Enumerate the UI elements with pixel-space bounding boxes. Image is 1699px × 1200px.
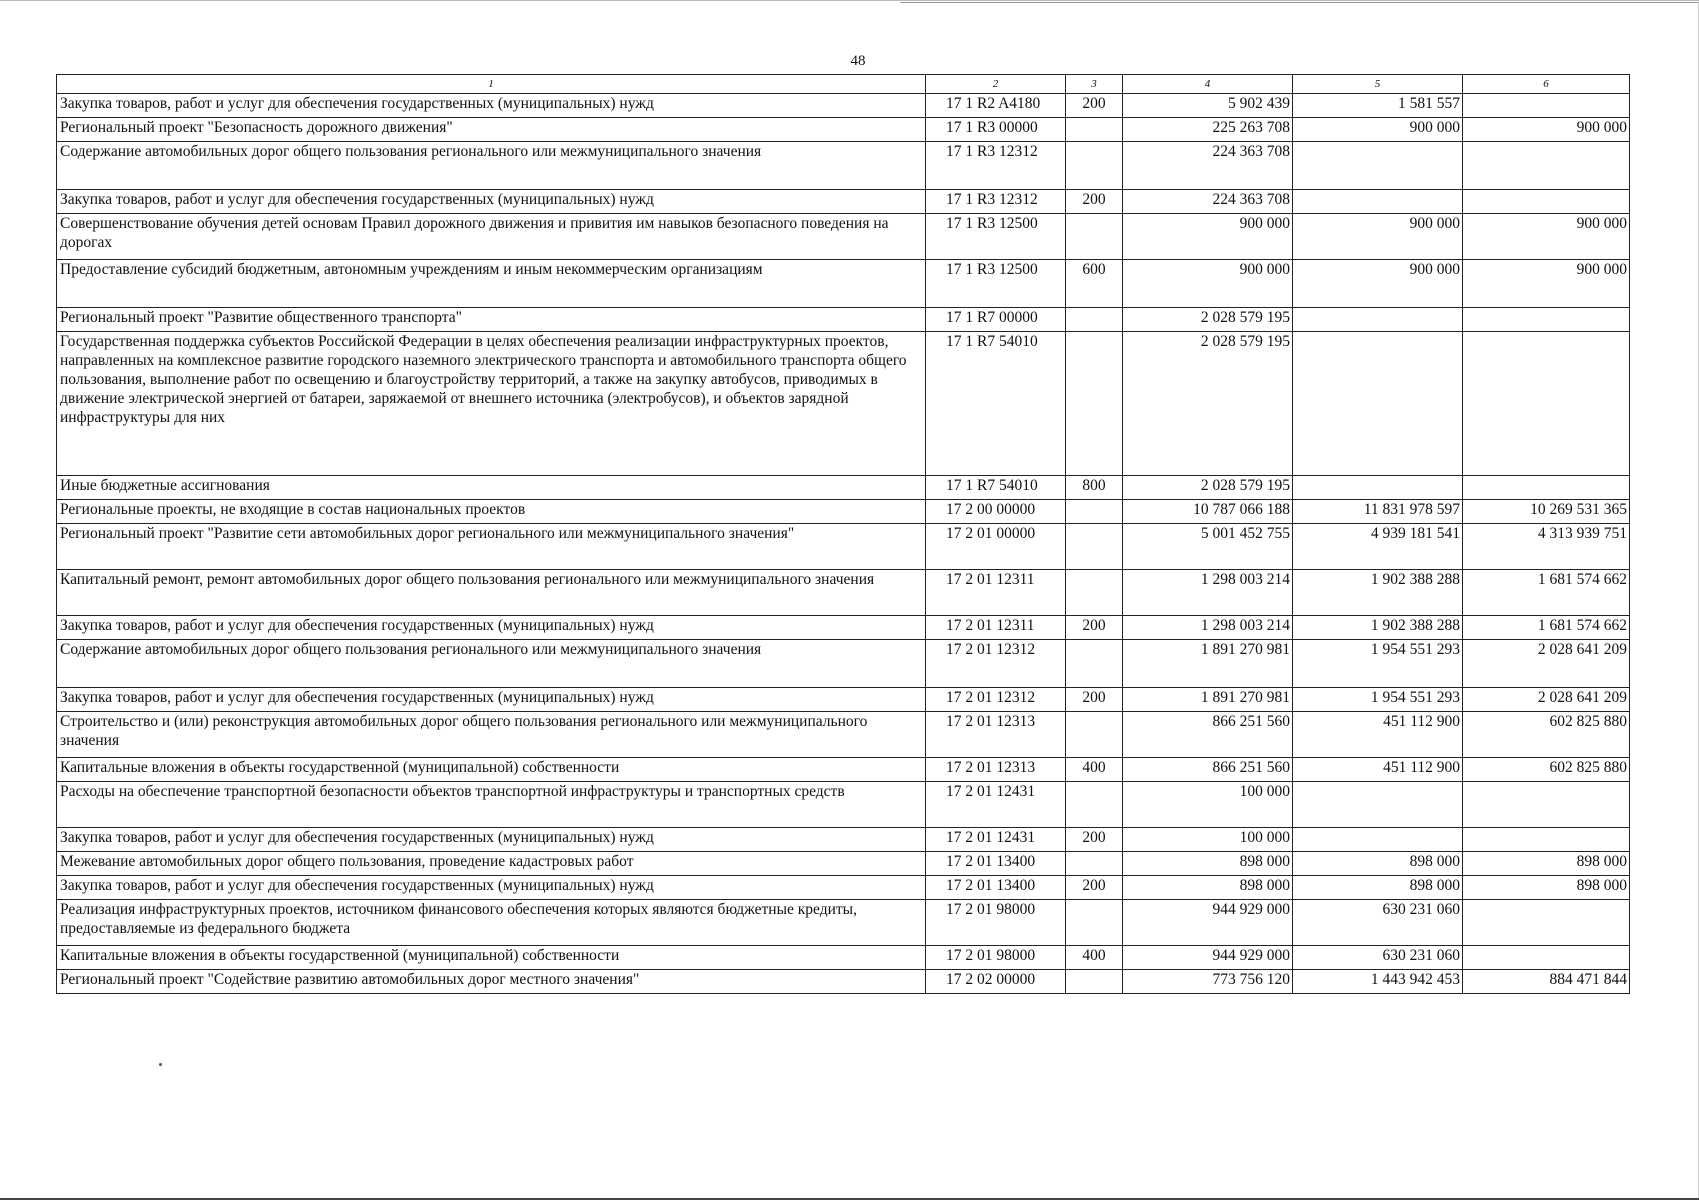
row-name-cell: Закупка товаров, работ и услуг для обеспечения государственных (муниципальных) нужд: [57, 616, 926, 640]
row-amount-col6-cell: 898 000: [1463, 876, 1630, 900]
row-amount-col4-cell: 225 263 708: [1123, 118, 1293, 142]
row-expense-type-cell: 200: [1066, 190, 1123, 214]
row-amount-col6-cell: 602 825 880: [1463, 712, 1630, 758]
table-row: [57, 476, 1630, 500]
row-expense-type-cell: [1066, 118, 1123, 142]
budget-table: [56, 74, 1630, 994]
row-amount-col6-cell: 1 681 574 662: [1463, 616, 1630, 640]
row-name-cell: Закупка товаров, работ и услуг для обеспечения государственных (муниципальных) нужд: [57, 688, 926, 712]
table-row: [57, 900, 1630, 946]
row-amount-col6-cell: [1463, 782, 1630, 828]
table-row: [57, 712, 1630, 758]
row-expense-type-cell: [1066, 640, 1123, 688]
row-name-cell: Региональный проект "Развитие сети автомобильных дорог регионального или межмуниципального значения": [57, 524, 926, 570]
row-expense-type-cell: [1066, 308, 1123, 332]
row-amount-col5-cell: [1293, 828, 1463, 852]
row-name-cell: Межевание автомобильных дорог общего пользования, проведение кадастровых работ: [57, 852, 926, 876]
header-col-6: 6: [1463, 75, 1630, 94]
row-name-cell: Региональный проект "Развитие общественного транспорта": [57, 308, 926, 332]
row-name-cell: Предоставление субсидий бюджетным, автономным учреждениям и иным некоммерческим организациям: [57, 260, 926, 308]
row-expense-type-cell: 400: [1066, 946, 1123, 970]
row-amount-col5-cell: 900 000: [1293, 118, 1463, 142]
row-name-cell: Региональный проект "Содействие развитию автомобильных дорог местного значения": [57, 970, 926, 994]
row-code-cell: 17 2 01 00000: [926, 524, 1066, 570]
row-amount-col4-cell: 1 298 003 214: [1123, 570, 1293, 616]
row-amount-col4-cell: 10 787 066 188: [1123, 500, 1293, 524]
row-code-cell: 17 2 01 12313: [926, 758, 1066, 782]
header-col-4: 4: [1123, 75, 1293, 94]
row-name-cell: Расходы на обеспечение транспортной безопасности объектов транспортной инфраструктуры и транспортных средств: [57, 782, 926, 828]
row-amount-col6-cell: 1 681 574 662: [1463, 570, 1630, 616]
row-name-cell: Строительство и (или) реконструкция автомобильных дорог общего пользования регионального или межмуниципального значения: [57, 712, 926, 758]
row-expense-type-cell: 200: [1066, 876, 1123, 900]
row-amount-col6-cell: 900 000: [1463, 214, 1630, 260]
row-name-cell: Содержание автомобильных дорог общего пользования регионального или межмуниципального значения: [57, 142, 926, 190]
row-name-cell: Закупка товаров, работ и услуг для обеспечения государственных (муниципальных) нужд: [57, 828, 926, 852]
row-expense-type-cell: 200: [1066, 94, 1123, 118]
table-row: [57, 332, 1630, 476]
row-amount-col6-cell: [1463, 94, 1630, 118]
row-expense-type-cell: 800: [1066, 476, 1123, 500]
row-amount-col6-cell: [1463, 828, 1630, 852]
row-name-cell: Реализация инфраструктурных проектов, источником финансового обеспечения которых являются бюджетные кредиты, предоставляемые из федерального бюджета: [57, 900, 926, 946]
row-expense-type-cell: 200: [1066, 688, 1123, 712]
row-name-cell: Закупка товаров, работ и услуг для обеспечения государственных (муниципальных) нужд: [57, 94, 926, 118]
row-amount-col6-cell: 898 000: [1463, 852, 1630, 876]
row-code-cell: 17 2 01 12311: [926, 570, 1066, 616]
header-col-2: 2: [926, 75, 1066, 94]
row-amount-col6-cell: 2 028 641 209: [1463, 640, 1630, 688]
row-code-cell: 17 1 R7 54010: [926, 476, 1066, 500]
row-code-cell: 17 2 01 12313: [926, 712, 1066, 758]
row-code-cell: 17 2 01 13400: [926, 852, 1066, 876]
row-amount-col6-cell: [1463, 332, 1630, 476]
row-amount-col6-cell: [1463, 476, 1630, 500]
row-amount-col4-cell: 1 891 270 981: [1123, 688, 1293, 712]
row-amount-col5-cell: 451 112 900: [1293, 712, 1463, 758]
row-code-cell: 17 2 01 13400: [926, 876, 1066, 900]
row-amount-col6-cell: 4 313 939 751: [1463, 524, 1630, 570]
table-row: [57, 142, 1630, 190]
row-code-cell: 17 2 01 98000: [926, 900, 1066, 946]
table-row: [57, 640, 1630, 688]
row-expense-type-cell: [1066, 214, 1123, 260]
row-expense-type-cell: 200: [1066, 828, 1123, 852]
row-code-cell: 17 1 R7 54010: [926, 332, 1066, 476]
row-amount-col6-cell: [1463, 142, 1630, 190]
row-amount-col5-cell: 900 000: [1293, 260, 1463, 308]
row-name-cell: Региональные проекты, не входящие в состав национальных проектов: [57, 500, 926, 524]
row-amount-col5-cell: 900 000: [1293, 214, 1463, 260]
table-row: [57, 688, 1630, 712]
row-expense-type-cell: [1066, 852, 1123, 876]
table-row: [57, 500, 1630, 524]
scan-edge-top: [0, 0, 1699, 1]
row-code-cell: 17 1 R3 12312: [926, 190, 1066, 214]
table-row: [57, 118, 1630, 142]
row-amount-col4-cell: 944 929 000: [1123, 946, 1293, 970]
row-amount-col4-cell: 944 929 000: [1123, 900, 1293, 946]
row-amount-col5-cell: 1 954 551 293: [1293, 640, 1463, 688]
row-amount-col5-cell: 4 939 181 541: [1293, 524, 1463, 570]
row-code-cell: 17 2 01 12311: [926, 616, 1066, 640]
row-amount-col4-cell: 224 363 708: [1123, 142, 1293, 190]
row-amount-col4-cell: 773 756 120: [1123, 970, 1293, 994]
row-code-cell: 17 1 R3 00000: [926, 118, 1066, 142]
header-col-5: 5: [1293, 75, 1463, 94]
row-amount-col4-cell: 2 028 579 195: [1123, 308, 1293, 332]
row-expense-type-cell: [1066, 332, 1123, 476]
row-amount-col6-cell: [1463, 946, 1630, 970]
row-expense-type-cell: [1066, 782, 1123, 828]
table-row: [57, 876, 1630, 900]
row-expense-type-cell: [1066, 712, 1123, 758]
row-expense-type-cell: [1066, 570, 1123, 616]
table-row: [57, 524, 1630, 570]
row-expense-type-cell: 600: [1066, 260, 1123, 308]
row-name-cell: Государственная поддержка субъектов Российской Федерации в целях обеспечения реализации инфраструктурных проектов, направленных на комплексное развитие городского наземного электрического транспорта и автомобильного транспорта общего пользования, выполнение работ по освещению и благоустройству территорий, а также на закупку автобусов, приводимых в движение электрической энергией от батареи, заряжаемой от внешнего источника (электробусов), и объектов зарядной инфраструктуры для них: [57, 332, 926, 476]
table-row: [57, 970, 1630, 994]
row-code-cell: 17 2 01 12312: [926, 640, 1066, 688]
row-amount-col4-cell: 900 000: [1123, 214, 1293, 260]
table-row: [57, 94, 1630, 118]
row-name-cell: Капитальные вложения в объекты государственной (муниципальной) собственности: [57, 946, 926, 970]
row-code-cell: 17 1 R3 12312: [926, 142, 1066, 190]
scan-speck: [159, 1063, 162, 1066]
row-amount-col6-cell: 884 471 844: [1463, 970, 1630, 994]
row-code-cell: 17 2 01 12431: [926, 828, 1066, 852]
row-amount-col5-cell: 898 000: [1293, 852, 1463, 876]
row-amount-col5-cell: [1293, 476, 1463, 500]
scan-edge-line: [900, 2, 1699, 3]
row-amount-col4-cell: 2 028 579 195: [1123, 332, 1293, 476]
row-amount-col6-cell: 602 825 880: [1463, 758, 1630, 782]
row-amount-col6-cell: 900 000: [1463, 118, 1630, 142]
row-amount-col5-cell: 1 954 551 293: [1293, 688, 1463, 712]
row-amount-col6-cell: 900 000: [1463, 260, 1630, 308]
row-name-cell: Иные бюджетные ассигнования: [57, 476, 926, 500]
row-amount-col4-cell: 898 000: [1123, 876, 1293, 900]
row-amount-col4-cell: 1 298 003 214: [1123, 616, 1293, 640]
table-row: [57, 758, 1630, 782]
row-amount-col5-cell: 1 902 388 288: [1293, 570, 1463, 616]
row-amount-col6-cell: [1463, 308, 1630, 332]
row-code-cell: 17 2 00 00000: [926, 500, 1066, 524]
table-row: [57, 852, 1630, 876]
row-amount-col5-cell: 11 831 978 597: [1293, 500, 1463, 524]
row-code-cell: 17 1 R7 00000: [926, 308, 1066, 332]
table-row: [57, 782, 1630, 828]
table-row: [57, 946, 1630, 970]
row-code-cell: 17 1 R3 12500: [926, 214, 1066, 260]
row-amount-col5-cell: [1293, 190, 1463, 214]
row-code-cell: 17 2 02 00000: [926, 970, 1066, 994]
table-row: [57, 570, 1630, 616]
table-row: [57, 308, 1630, 332]
row-name-cell: Региональный проект "Безопасность дорожного движения": [57, 118, 926, 142]
row-amount-col4-cell: 866 251 560: [1123, 712, 1293, 758]
table-row: [57, 214, 1630, 260]
row-code-cell: 17 1 R3 12500: [926, 260, 1066, 308]
row-name-cell: Закупка товаров, работ и услуг для обеспечения государственных (муниципальных) нужд: [57, 876, 926, 900]
row-name-cell: Капитальный ремонт, ремонт автомобильных дорог общего пользования регионального или межмуниципального значения: [57, 570, 926, 616]
row-amount-col4-cell: 866 251 560: [1123, 758, 1293, 782]
row-code-cell: 17 2 01 12312: [926, 688, 1066, 712]
row-amount-col5-cell: 1 443 942 453: [1293, 970, 1463, 994]
row-amount-col5-cell: 898 000: [1293, 876, 1463, 900]
row-amount-col5-cell: 630 231 060: [1293, 900, 1463, 946]
row-name-cell: Закупка товаров, работ и услуг для обеспечения государственных (муниципальных) нужд: [57, 190, 926, 214]
page-number: 48: [850, 53, 866, 69]
row-amount-col5-cell: [1293, 782, 1463, 828]
header-row: [57, 75, 1630, 94]
row-amount-col4-cell: 100 000: [1123, 828, 1293, 852]
row-amount-col6-cell: [1463, 900, 1630, 946]
row-code-cell: 17 1 R2 A4180: [926, 94, 1066, 118]
row-amount-col4-cell: 224 363 708: [1123, 190, 1293, 214]
row-amount-col4-cell: 898 000: [1123, 852, 1293, 876]
row-amount-col4-cell: 100 000: [1123, 782, 1293, 828]
row-name-cell: Содержание автомобильных дорог общего пользования регионального или межмуниципального значения: [57, 640, 926, 688]
row-amount-col4-cell: 900 000: [1123, 260, 1293, 308]
row-name-cell: Капитальные вложения в объекты государственной (муниципальной) собственности: [57, 758, 926, 782]
header-col-3: 3: [1066, 75, 1123, 94]
row-amount-col4-cell: 5 902 439: [1123, 94, 1293, 118]
row-amount-col4-cell: 2 028 579 195: [1123, 476, 1293, 500]
row-amount-col5-cell: 1 902 388 288: [1293, 616, 1463, 640]
row-expense-type-cell: [1066, 524, 1123, 570]
row-expense-type-cell: [1066, 970, 1123, 994]
row-amount-col5-cell: 1 581 557: [1293, 94, 1463, 118]
row-expense-type-cell: 400: [1066, 758, 1123, 782]
row-amount-col5-cell: 451 112 900: [1293, 758, 1463, 782]
header-col-1: 1: [57, 75, 926, 94]
row-amount-col4-cell: 5 001 452 755: [1123, 524, 1293, 570]
row-amount-col5-cell: [1293, 332, 1463, 476]
row-amount-col4-cell: 1 891 270 981: [1123, 640, 1293, 688]
row-code-cell: 17 2 01 12431: [926, 782, 1066, 828]
row-expense-type-cell: 200: [1066, 616, 1123, 640]
table-row: [57, 190, 1630, 214]
row-amount-col6-cell: 2 028 641 209: [1463, 688, 1630, 712]
row-expense-type-cell: [1066, 142, 1123, 190]
row-expense-type-cell: [1066, 500, 1123, 524]
row-expense-type-cell: [1066, 900, 1123, 946]
table-row: [57, 616, 1630, 640]
table-row: [57, 260, 1630, 308]
table-row: [57, 828, 1630, 852]
row-amount-col6-cell: 10 269 531 365: [1463, 500, 1630, 524]
row-amount-col5-cell: [1293, 308, 1463, 332]
row-code-cell: 17 2 01 98000: [926, 946, 1066, 970]
row-name-cell: Совершенствование обучения детей основам Правил дорожного движения и привития им навыков безопасного поведения на дорогах: [57, 214, 926, 260]
row-amount-col5-cell: 630 231 060: [1293, 946, 1463, 970]
row-amount-col5-cell: [1293, 142, 1463, 190]
row-amount-col6-cell: [1463, 190, 1630, 214]
